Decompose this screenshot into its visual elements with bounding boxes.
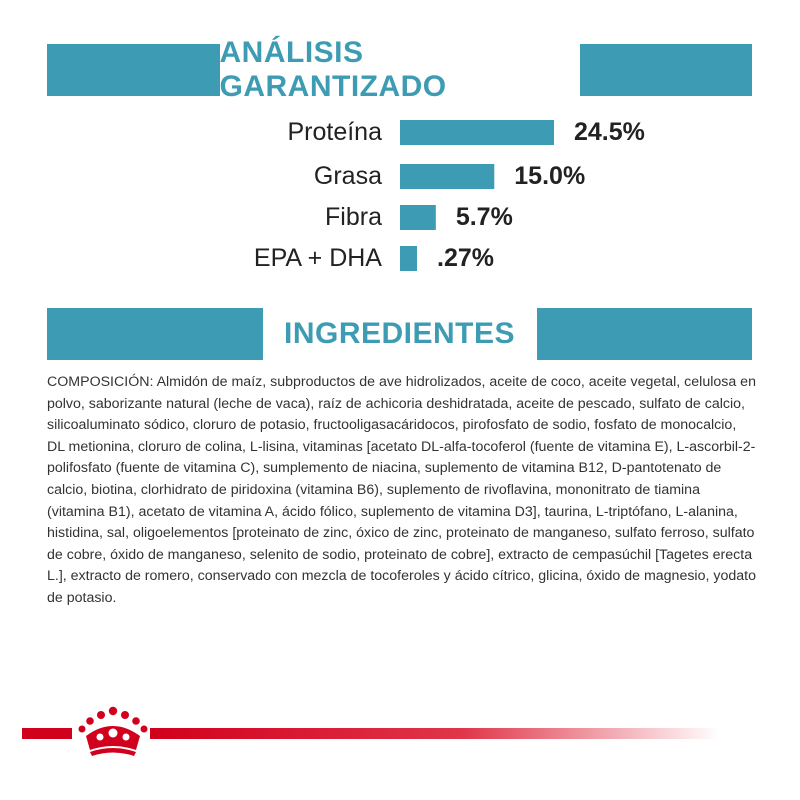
value-label: .27% (437, 244, 494, 273)
bar-epa-dha (400, 246, 417, 271)
value-label: 15.0% (514, 162, 586, 191)
ingredients-title: INGREDIENTES (263, 308, 537, 360)
category-label: Fibra (325, 203, 382, 232)
analysis-title: ANÁLISIS GARANTIZADO (220, 44, 580, 96)
category-label: EPA + DHA (253, 244, 382, 273)
footer-red-line-right (150, 728, 720, 739)
bar-fibra (400, 205, 436, 230)
category-label: Proteína (287, 118, 382, 147)
category-label: Grasa (313, 162, 382, 191)
value-label: 5.7% (455, 203, 513, 232)
bar-prote-na (400, 120, 554, 145)
royal-canin-crown-logo (76, 706, 150, 758)
value-label: 24.5% (574, 118, 645, 147)
composition-text: COMPOSICIÓN: Almidón de maíz, subproductos de ave hidrolizados, aceite de coco, aceite vegetal, celulosa en polvo, saborizante natural (leche de vaca), raíz de achicoria deshidratada, aceite de pescado, sulfato de calcio, silicoaluminato sódico, cloruro de potasio, fructooligasacáridocos, pirofosfato de sodio, fosfato de monocalcio, DL metionina, cloruro de colina, L-lisina, vitaminas [acetato DL-alfa-tocoferol (fuente de vitamina E), L-ascorbil-2-polifosfato (fuente de vitamina C), sumplemento de niacina, suplemento de vitamina B12, D-pantotenato de calcio, biotina, clorhidrato de piridoxina (vitamina B6), suplemento de rivoflavina, mononitrato de tiamina (vitamina B1), acetato de vitamina A, ácido fólico, suplemento de vitamina D3], taurina, L-triptófano, L-alanina, histidina, sal, oligoelementos [proteinato de zinc, óxico de zinc, proteinato de manganeso, sulfato ferroso, sulfato de cobre, óxido de manganeso, selenito de sodio, proteinato de cobre], extracto de cempasúchil [Tagetes erecta L.], extracto de romero, conservado con mezcla de tocoferoles y ácido cítrico, glicina, óxido de magnesio, yodato de potasio. (47, 374, 756, 606)
nutrient-bar-chart (0, 0, 800, 300)
ingredients-banner (47, 308, 752, 360)
footer-red-line-left (22, 728, 72, 739)
bar-grasa (400, 164, 494, 189)
